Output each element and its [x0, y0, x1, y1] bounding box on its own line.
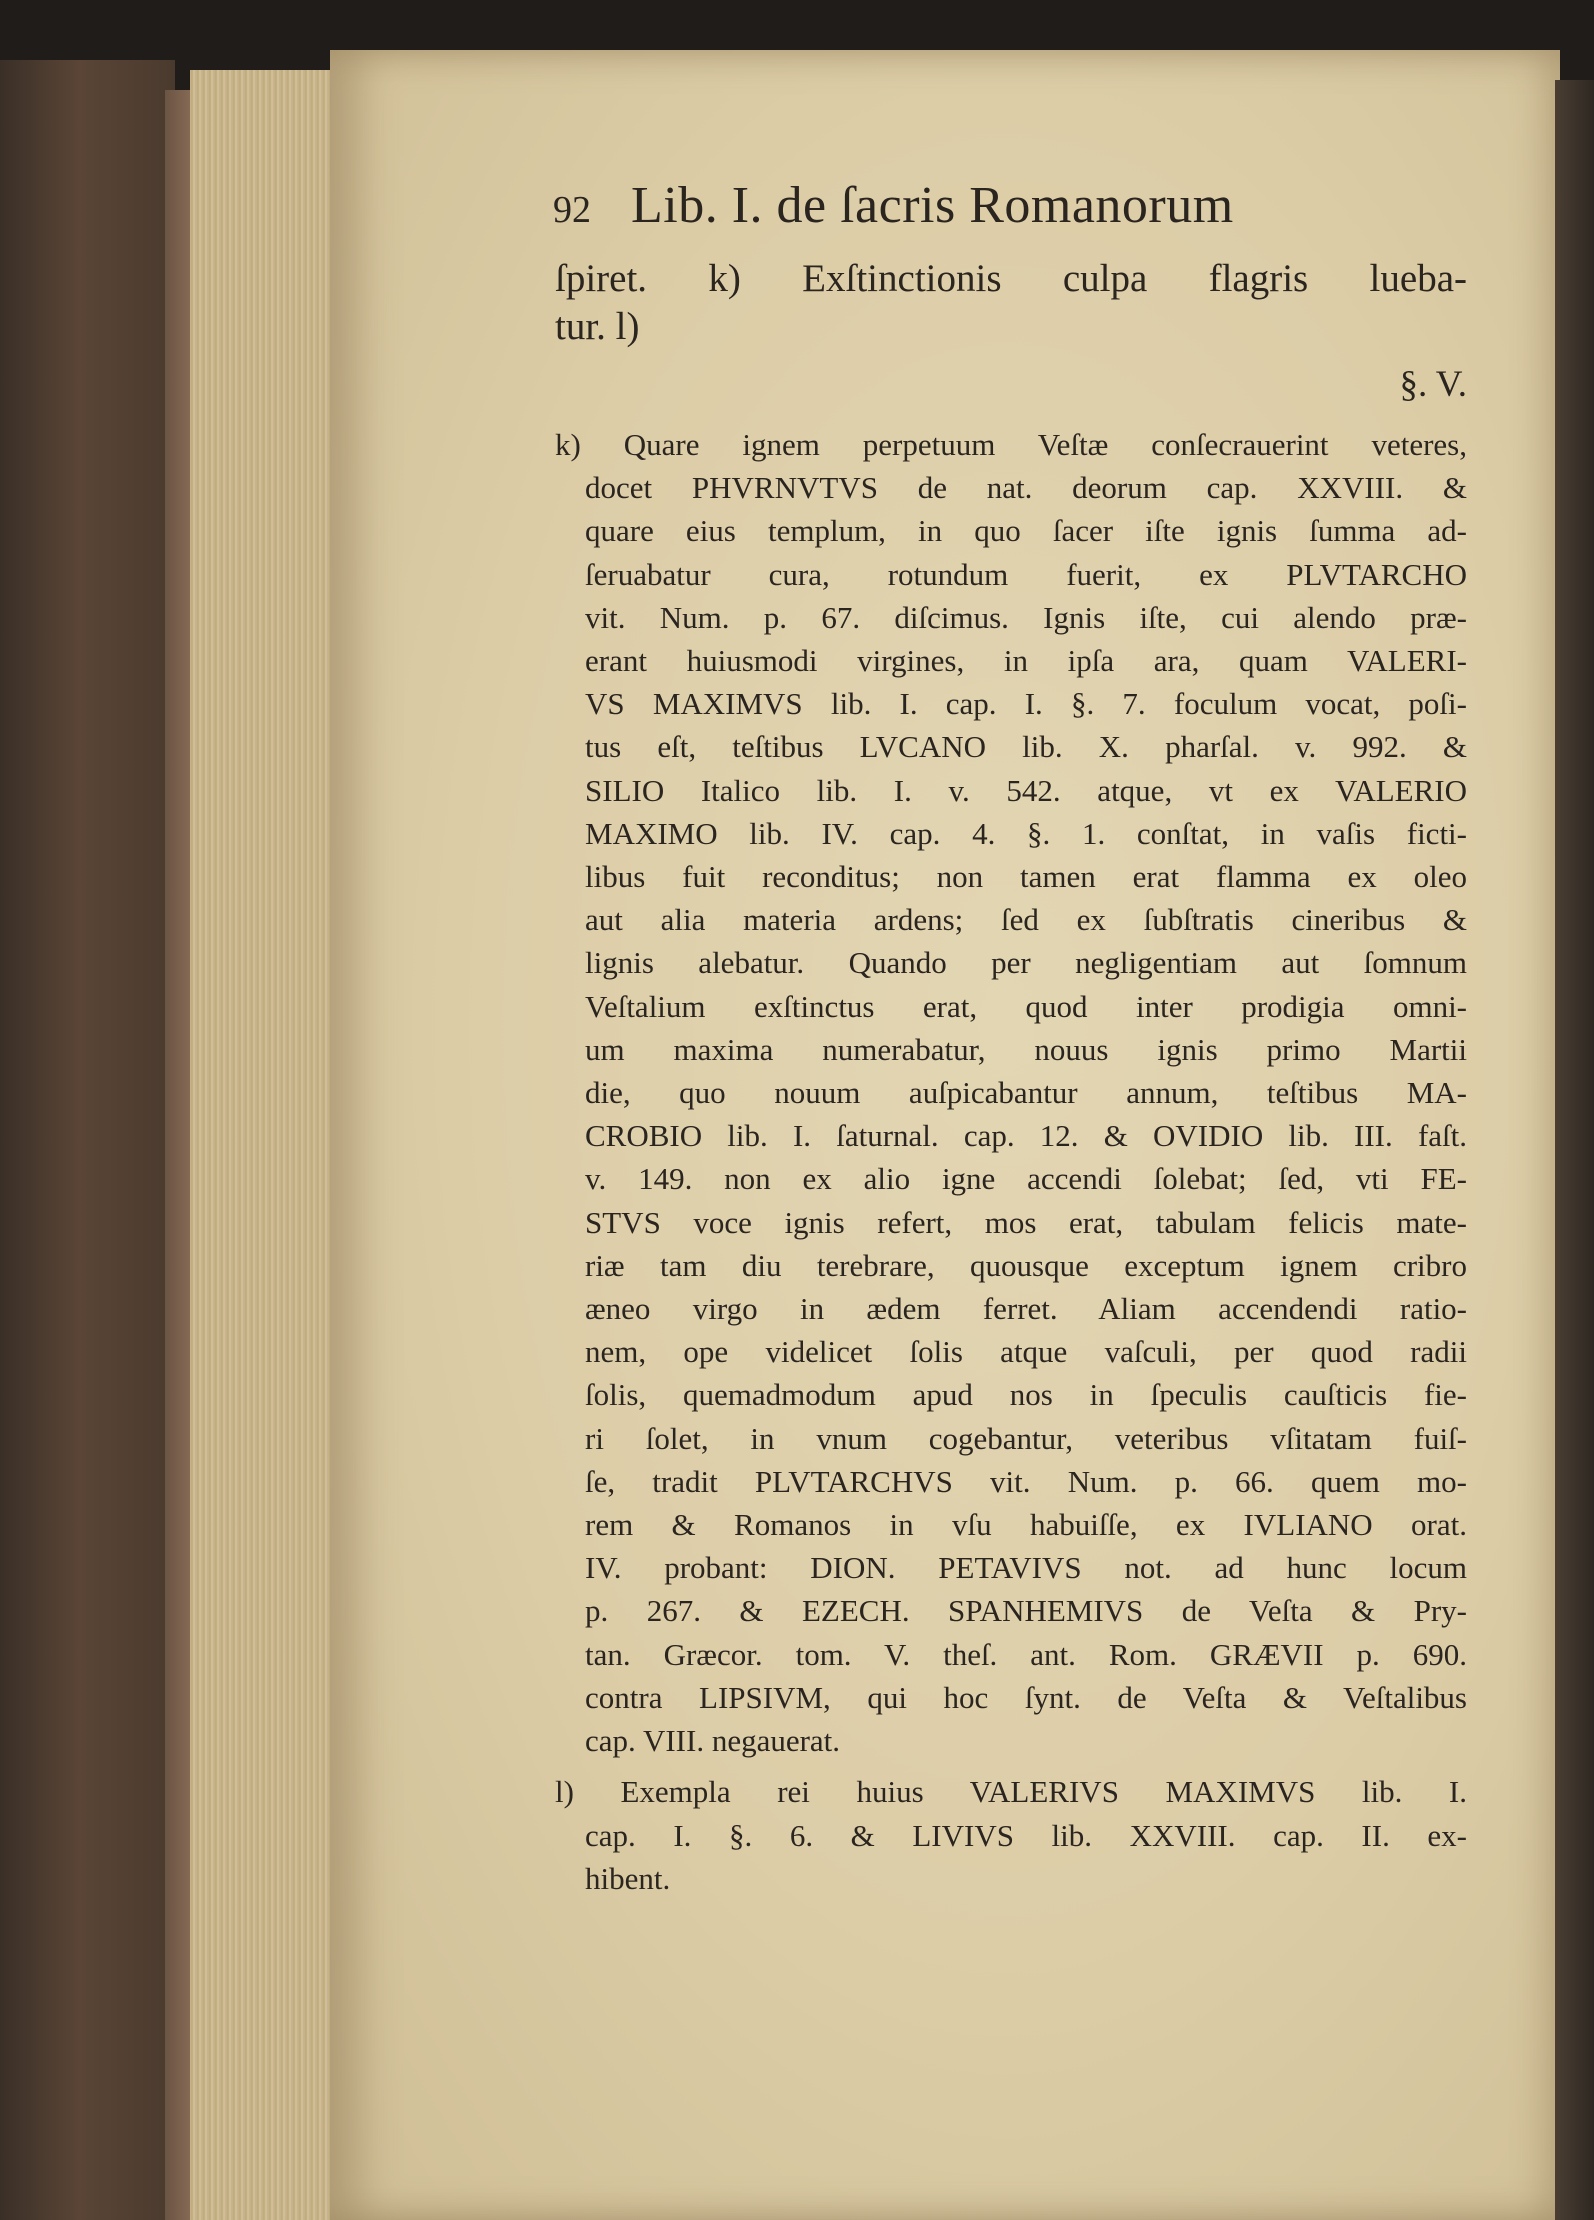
- footnote-line: k) Quare ignem perpetuum Veſtæ conſecrauerint veteres,: [555, 427, 1467, 462]
- text-line: tur. l): [555, 305, 640, 348]
- book-cover-left: [0, 60, 175, 2220]
- footnote-line: rem & Romanos in vſu habuiſſe, ex IVLIANO orat.: [585, 1507, 1467, 1543]
- page-text: [555, 175, 1467, 1900]
- footnote-line: v. 149. non ex alio igne accendi ſolebat; ſed, vti FE-: [585, 1161, 1467, 1197]
- footnote-line: hibent.: [585, 1860, 671, 1896]
- footnote-line: ri ſolet, in vnum cogebantur, veteribus vſitatam fuiſ-: [585, 1420, 1467, 1456]
- footnote-line: vit. Num. p. 67. diſcimus. Ignis iſte, cui alendo præ-: [585, 599, 1467, 635]
- footnote-line: p. 267. & EZECH. SPANHEMIVS de Veſta & Pry-: [585, 1593, 1467, 1629]
- footnote-line: aut alia materia ardens; ſed ex ſubſtratis cineribus &: [585, 902, 1467, 938]
- footnote-line: die, quo nouum auſpicabantur annum, teſtibus MA-: [585, 1075, 1467, 1111]
- page-header: [555, 175, 1467, 255]
- footnote-line: Veſtalium exſtinctus erat, quod inter prodigia omni-: [585, 988, 1467, 1024]
- footnote-line: tan. Græcor. tom. V. theſ. ant. Rom. GRÆVII p. 690.: [585, 1636, 1467, 1672]
- footnote-line: l) Exempla rei huius VALERIVS MAXIMVS lib. I.: [555, 1774, 1467, 1810]
- page-number: 92: [553, 189, 591, 231]
- footnote-line: cap. I. §. 6. & LIVIVS lib. XXVIII. cap. II. ex-: [585, 1817, 1467, 1853]
- footnote-line: erant huiusmodi virgines, in ipſa ara, quam VALERI-: [585, 643, 1467, 679]
- footnote-line: MAXIMO lib. IV. cap. 4. §. 1. conſtat, in vaſis ficti-: [585, 815, 1467, 851]
- main-text: [555, 255, 1467, 351]
- page-edges: [190, 70, 340, 2220]
- text-line: ſpiret. k) Exſtinctionis culpa flagris lueba-: [555, 257, 1467, 300]
- footnote-line: SILIO Italico lib. I. v. 542. atque, vt ex VALERIO: [585, 772, 1467, 808]
- footnote-l: [555, 1770, 1467, 1900]
- footnote-line: contra LIPSIVM, qui hoc ſynt. de Veſta & Veſtalibus: [585, 1679, 1467, 1715]
- footnote-line: riæ tam diu terebrare, quousque exceptum ignem cribro: [585, 1247, 1467, 1283]
- footnote-line: VS MAXIMVS lib. I. cap. I. §. 7. foculum vocat, poſi-: [585, 686, 1467, 722]
- footnote-line: æneo virgo in ædem ferret. Aliam accendendi ratio-: [585, 1291, 1467, 1327]
- footnote-line: cap. VIII. negauerat.: [585, 1723, 841, 1759]
- footnote-line: STVS voce ignis refert, mos erat, tabulam felicis mate-: [585, 1204, 1467, 1240]
- footnote-line: libus fuit reconditus; non tamen erat flamma ex oleo: [585, 859, 1467, 895]
- running-title: Lib. I. de ſacris Romanorum: [631, 177, 1234, 234]
- footnote-line: quare eius templum, in quo ſacer iſte ignis ſumma ad-: [585, 513, 1467, 549]
- footnote-line: docet PHVRNVTVS de nat. deorum cap. XXVIII. &: [585, 470, 1467, 506]
- footnote-line: ſolis, quemadmodum apud nos in ſpeculis cauſticis fie-: [585, 1377, 1467, 1413]
- footnote-line: nem, ope videlicet ſolis atque vaſculi, per quod radii: [585, 1334, 1467, 1370]
- footnote-line: tus eſt, teſtibus LVCANO lib. X. pharſal. v. 992. &: [585, 729, 1467, 765]
- footnote-line: IV. probant: DION. PETAVIVS not. ad hunc locum: [585, 1550, 1467, 1586]
- footnote-line: um maxima numerabatur, nouus ignis primo Martii: [585, 1031, 1467, 1067]
- footnote-line: lignis alebatur. Quando per negligentiam aut ſomnum: [585, 945, 1467, 981]
- section-heading: §. V.: [1399, 364, 1467, 405]
- facing-page-edge: [1555, 80, 1594, 2220]
- footnote-line: ſeruabatur cura, rotundum fuerit, ex PLVTARCHO: [585, 556, 1467, 592]
- footnote-line: CROBIO lib. I. ſaturnal. cap. 12. & OVIDIO lib. III. faſt.: [585, 1118, 1467, 1154]
- footnote-k: [555, 423, 1467, 1762]
- footnote-line: ſe, tradit PLVTARCHVS vit. Num. p. 66. quem mo-: [585, 1463, 1467, 1499]
